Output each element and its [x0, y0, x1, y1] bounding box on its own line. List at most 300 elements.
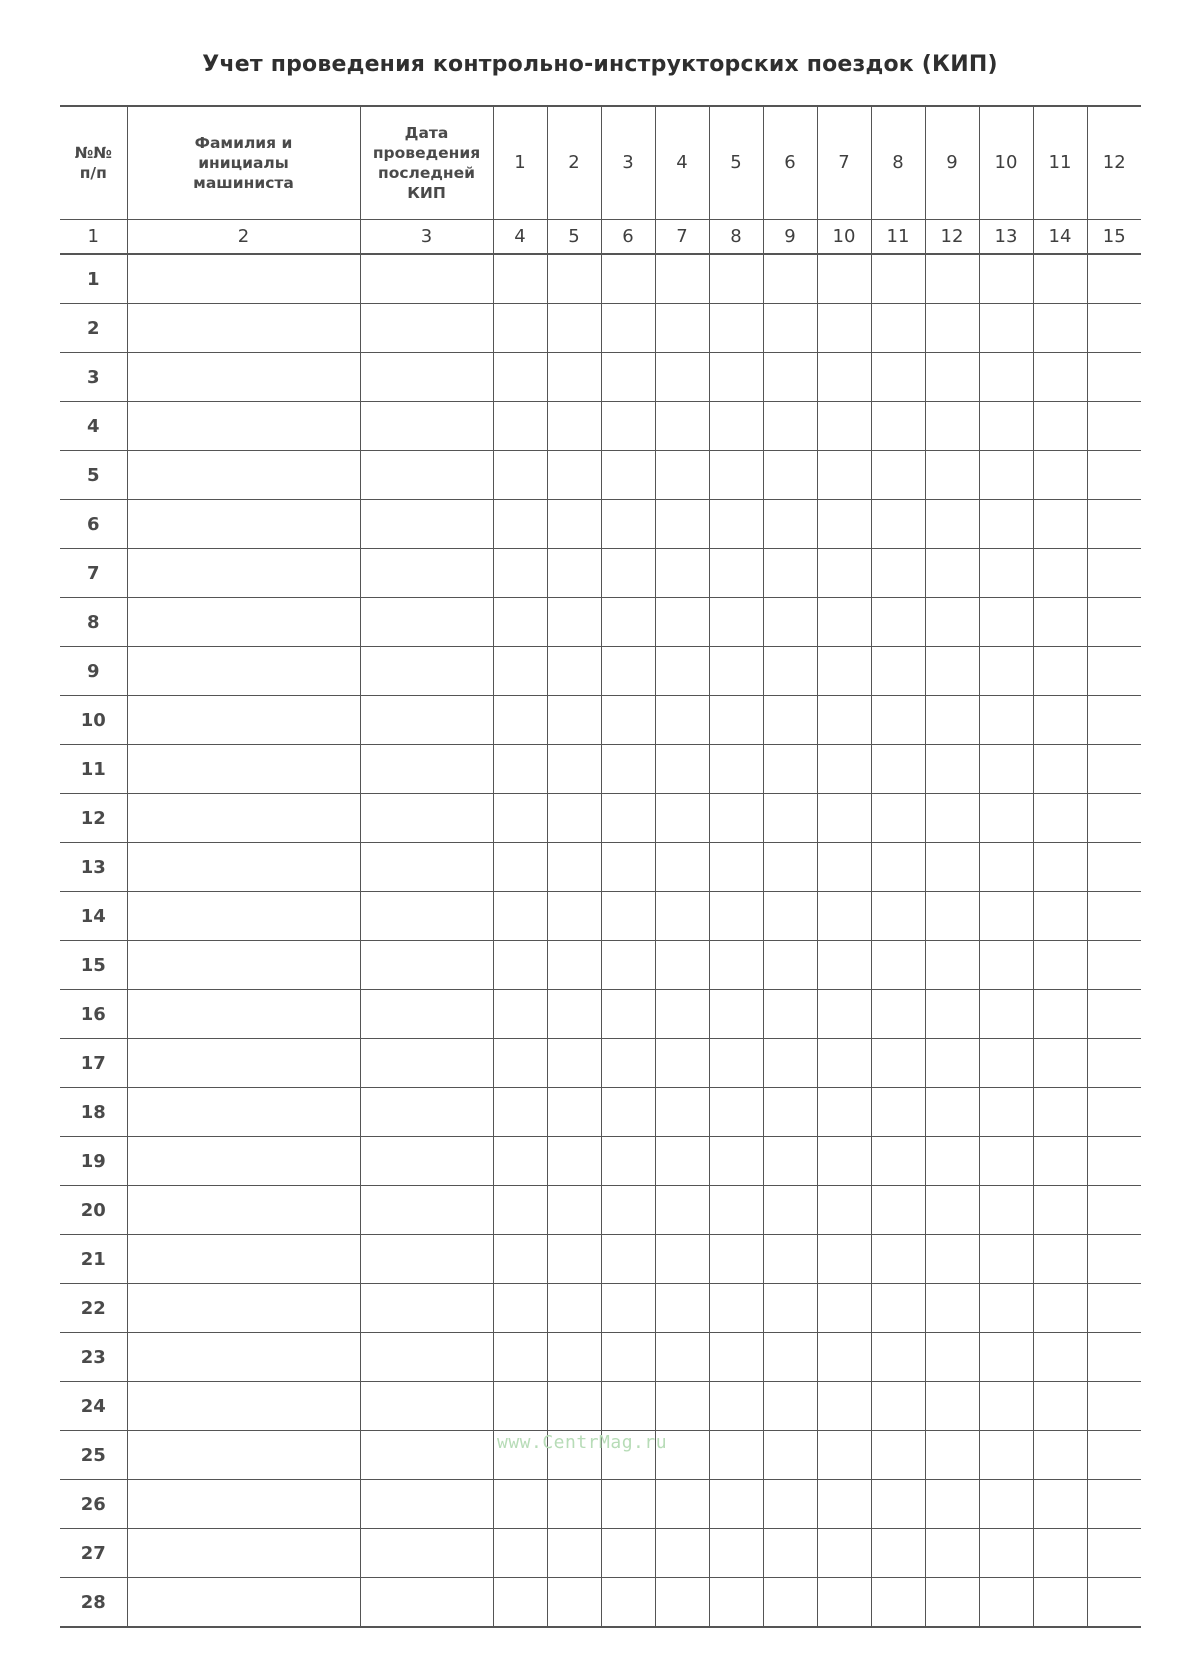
month-cell-6 [763, 1529, 817, 1578]
month-cell-10 [979, 1039, 1033, 1088]
table-row [60, 745, 1141, 794]
month-cell-2 [547, 647, 601, 696]
month-cell-2 [547, 402, 601, 451]
last-kip-date-cell [360, 696, 493, 745]
month-cell-12 [1087, 1431, 1141, 1480]
month-cell-12 [1087, 1137, 1141, 1186]
month-cell-1 [493, 304, 547, 353]
month-cell-2 [547, 549, 601, 598]
month-cell-4 [655, 696, 709, 745]
month-cell-11 [1033, 794, 1087, 843]
watermark: www.CentrMag.ru [497, 1432, 668, 1453]
month-cell-2 [547, 892, 601, 941]
month-cell-7 [817, 1137, 871, 1186]
table-row [60, 892, 1141, 941]
column-index-7: 7 [655, 220, 709, 255]
driver-name-cell [127, 1333, 360, 1382]
month-cell-11 [1033, 696, 1087, 745]
driver-name-cell [127, 843, 360, 892]
row-number: 15 [60, 941, 127, 990]
month-cell-8 [871, 1088, 925, 1137]
month-cell-8 [871, 1137, 925, 1186]
header-month-3: 3 [601, 106, 655, 220]
month-cell-6 [763, 647, 817, 696]
driver-name-cell [127, 1235, 360, 1284]
month-cell-6 [763, 1137, 817, 1186]
column-index-8: 8 [709, 220, 763, 255]
month-cell-11 [1033, 1382, 1087, 1431]
month-cell-3 [601, 745, 655, 794]
month-cell-9 [925, 892, 979, 941]
month-cell-10 [979, 598, 1033, 647]
driver-name-cell [127, 353, 360, 402]
last-kip-date-cell [360, 353, 493, 402]
column-index-12: 12 [925, 220, 979, 255]
month-cell-9 [925, 500, 979, 549]
month-cell-3 [601, 1186, 655, 1235]
last-kip-date-cell [360, 843, 493, 892]
month-cell-9 [925, 1039, 979, 1088]
header-row-number-text: №№ п/п [74, 144, 112, 182]
row-number: 18 [60, 1088, 127, 1137]
month-cell-3 [601, 843, 655, 892]
table-row [60, 647, 1141, 696]
row-number: 1 [60, 254, 127, 304]
month-cell-10 [979, 500, 1033, 549]
month-cell-8 [871, 1039, 925, 1088]
month-cell-3 [601, 892, 655, 941]
month-cell-12 [1087, 794, 1141, 843]
month-cell-5 [709, 843, 763, 892]
month-cell-7 [817, 990, 871, 1039]
month-cell-7 [817, 1578, 871, 1628]
month-cell-1 [493, 745, 547, 794]
month-cell-1 [493, 1186, 547, 1235]
month-cell-3 [601, 1480, 655, 1529]
month-cell-5 [709, 598, 763, 647]
month-cell-8 [871, 1578, 925, 1628]
table-row [60, 1382, 1141, 1431]
column-index-15: 15 [1087, 220, 1141, 255]
month-cell-5 [709, 745, 763, 794]
table-row [60, 254, 1141, 304]
month-cell-12 [1087, 941, 1141, 990]
month-cell-6 [763, 402, 817, 451]
header-month-8: 8 [871, 106, 925, 220]
table-row [60, 402, 1141, 451]
month-cell-9 [925, 647, 979, 696]
month-cell-11 [1033, 1284, 1087, 1333]
month-cell-10 [979, 1235, 1033, 1284]
month-cell-8 [871, 1382, 925, 1431]
month-cell-4 [655, 1578, 709, 1628]
month-cell-10 [979, 745, 1033, 794]
month-cell-3 [601, 1235, 655, 1284]
column-index-13: 13 [979, 220, 1033, 255]
table-row [60, 500, 1141, 549]
month-cell-1 [493, 1137, 547, 1186]
month-cell-9 [925, 1431, 979, 1480]
month-cell-11 [1033, 647, 1087, 696]
month-cell-8 [871, 402, 925, 451]
month-cell-5 [709, 1186, 763, 1235]
month-cell-9 [925, 304, 979, 353]
header-month-11: 11 [1033, 106, 1087, 220]
month-cell-8 [871, 1235, 925, 1284]
month-cell-6 [763, 1284, 817, 1333]
driver-name-cell [127, 1382, 360, 1431]
month-cell-4 [655, 254, 709, 304]
month-cell-6 [763, 500, 817, 549]
month-cell-5 [709, 1529, 763, 1578]
month-cell-12 [1087, 1382, 1141, 1431]
month-cell-11 [1033, 353, 1087, 402]
month-cell-1 [493, 1088, 547, 1137]
month-cell-7 [817, 794, 871, 843]
month-cell-11 [1033, 549, 1087, 598]
month-cell-9 [925, 549, 979, 598]
month-cell-7 [817, 1333, 871, 1382]
month-cell-11 [1033, 990, 1087, 1039]
month-cell-7 [817, 696, 871, 745]
month-cell-8 [871, 941, 925, 990]
driver-name-cell [127, 1431, 360, 1480]
month-cell-5 [709, 1333, 763, 1382]
last-kip-date-cell [360, 1431, 493, 1480]
column-index-row [60, 220, 1141, 255]
row-number: 9 [60, 647, 127, 696]
month-cell-3 [601, 1529, 655, 1578]
month-cell-11 [1033, 1578, 1087, 1628]
last-kip-date-cell [360, 451, 493, 500]
month-cell-1 [493, 254, 547, 304]
month-cell-10 [979, 1431, 1033, 1480]
month-cell-4 [655, 304, 709, 353]
month-cell-4 [655, 1333, 709, 1382]
month-cell-9 [925, 1284, 979, 1333]
month-cell-9 [925, 451, 979, 500]
month-cell-11 [1033, 1235, 1087, 1284]
table-row [60, 1480, 1141, 1529]
month-cell-12 [1087, 254, 1141, 304]
last-kip-date-cell [360, 1529, 493, 1578]
month-cell-1 [493, 1578, 547, 1628]
row-number: 16 [60, 990, 127, 1039]
row-number: 12 [60, 794, 127, 843]
row-number: 21 [60, 1235, 127, 1284]
month-cell-1 [493, 696, 547, 745]
last-kip-date-cell [360, 304, 493, 353]
row-number: 14 [60, 892, 127, 941]
month-cell-9 [925, 1186, 979, 1235]
month-cell-8 [871, 353, 925, 402]
month-cell-6 [763, 941, 817, 990]
month-cell-3 [601, 647, 655, 696]
month-cell-6 [763, 598, 817, 647]
month-cell-11 [1033, 451, 1087, 500]
month-cell-10 [979, 1578, 1033, 1628]
table-row [60, 549, 1141, 598]
driver-name-cell [127, 1480, 360, 1529]
month-cell-4 [655, 1137, 709, 1186]
header-last-kip-date-text: Дата проведения последней КИП [372, 124, 481, 202]
month-cell-7 [817, 500, 871, 549]
month-cell-4 [655, 1480, 709, 1529]
month-cell-5 [709, 1137, 763, 1186]
month-cell-2 [547, 990, 601, 1039]
month-cell-10 [979, 1284, 1033, 1333]
month-cell-4 [655, 598, 709, 647]
month-cell-4 [655, 990, 709, 1039]
table-row [60, 1137, 1141, 1186]
month-cell-2 [547, 1186, 601, 1235]
month-cell-7 [817, 549, 871, 598]
month-cell-6 [763, 1088, 817, 1137]
month-cell-3 [601, 304, 655, 353]
month-cell-5 [709, 304, 763, 353]
month-cell-7 [817, 745, 871, 794]
month-cell-12 [1087, 745, 1141, 794]
month-cell-6 [763, 1039, 817, 1088]
month-cell-5 [709, 1431, 763, 1480]
month-cell-8 [871, 1431, 925, 1480]
column-index-5: 5 [547, 220, 601, 255]
month-cell-6 [763, 254, 817, 304]
header-month-10: 10 [979, 106, 1033, 220]
month-cell-6 [763, 892, 817, 941]
month-cell-1 [493, 843, 547, 892]
month-cell-4 [655, 892, 709, 941]
month-cell-1 [493, 794, 547, 843]
month-cell-1 [493, 1333, 547, 1382]
month-cell-11 [1033, 1186, 1087, 1235]
month-cell-2 [547, 696, 601, 745]
month-cell-8 [871, 696, 925, 745]
month-cell-3 [601, 598, 655, 647]
month-cell-8 [871, 500, 925, 549]
month-cell-6 [763, 1333, 817, 1382]
month-cell-10 [979, 353, 1033, 402]
month-cell-5 [709, 1284, 763, 1333]
month-cell-1 [493, 1235, 547, 1284]
month-cell-7 [817, 941, 871, 990]
month-cell-5 [709, 647, 763, 696]
month-cell-8 [871, 1529, 925, 1578]
month-cell-8 [871, 745, 925, 794]
month-cell-1 [493, 647, 547, 696]
month-cell-5 [709, 1235, 763, 1284]
month-cell-3 [601, 1137, 655, 1186]
month-cell-2 [547, 745, 601, 794]
month-cell-11 [1033, 745, 1087, 794]
header-row-number [60, 106, 127, 220]
row-number: 27 [60, 1529, 127, 1578]
header-month-7: 7 [817, 106, 871, 220]
month-cell-9 [925, 598, 979, 647]
month-cell-5 [709, 402, 763, 451]
table-row [60, 990, 1141, 1039]
last-kip-date-cell [360, 1186, 493, 1235]
last-kip-date-cell [360, 1235, 493, 1284]
month-cell-4 [655, 451, 709, 500]
table-row [60, 598, 1141, 647]
month-cell-10 [979, 990, 1033, 1039]
row-number: 10 [60, 696, 127, 745]
month-cell-10 [979, 1137, 1033, 1186]
month-cell-7 [817, 304, 871, 353]
driver-name-cell [127, 304, 360, 353]
month-cell-10 [979, 1186, 1033, 1235]
month-cell-5 [709, 254, 763, 304]
row-number: 6 [60, 500, 127, 549]
row-number: 13 [60, 843, 127, 892]
month-cell-12 [1087, 696, 1141, 745]
row-number: 26 [60, 1480, 127, 1529]
month-cell-8 [871, 254, 925, 304]
month-cell-12 [1087, 1284, 1141, 1333]
month-cell-3 [601, 500, 655, 549]
month-cell-10 [979, 549, 1033, 598]
last-kip-date-cell [360, 745, 493, 794]
month-cell-12 [1087, 304, 1141, 353]
month-cell-1 [493, 1480, 547, 1529]
month-cell-11 [1033, 598, 1087, 647]
month-cell-9 [925, 843, 979, 892]
month-cell-1 [493, 451, 547, 500]
month-cell-2 [547, 1137, 601, 1186]
month-cell-5 [709, 941, 763, 990]
month-cell-4 [655, 549, 709, 598]
month-cell-2 [547, 451, 601, 500]
column-index-2: 2 [127, 220, 360, 255]
month-cell-6 [763, 304, 817, 353]
month-cell-4 [655, 500, 709, 549]
month-cell-6 [763, 1235, 817, 1284]
header-last-kip-date [360, 106, 493, 220]
month-cell-10 [979, 647, 1033, 696]
month-cell-8 [871, 843, 925, 892]
row-number: 25 [60, 1431, 127, 1480]
month-cell-11 [1033, 1137, 1087, 1186]
month-cell-6 [763, 1578, 817, 1628]
month-cell-5 [709, 892, 763, 941]
last-kip-date-cell [360, 598, 493, 647]
month-cell-3 [601, 1382, 655, 1431]
last-kip-date-cell [360, 1088, 493, 1137]
month-cell-3 [601, 254, 655, 304]
row-number: 28 [60, 1578, 127, 1628]
column-index-14: 14 [1033, 220, 1087, 255]
month-cell-12 [1087, 598, 1141, 647]
month-cell-10 [979, 402, 1033, 451]
month-cell-1 [493, 1529, 547, 1578]
month-cell-9 [925, 1137, 979, 1186]
table-row [60, 696, 1141, 745]
driver-name-cell [127, 1137, 360, 1186]
column-index-3: 3 [360, 220, 493, 255]
table-row [60, 1039, 1141, 1088]
month-cell-3 [601, 353, 655, 402]
driver-name-cell [127, 794, 360, 843]
driver-name-cell [127, 254, 360, 304]
header-month-5: 5 [709, 106, 763, 220]
month-cell-3 [601, 1039, 655, 1088]
header-month-9: 9 [925, 106, 979, 220]
month-cell-9 [925, 1578, 979, 1628]
month-cell-10 [979, 254, 1033, 304]
month-cell-12 [1087, 1529, 1141, 1578]
row-number: 7 [60, 549, 127, 598]
last-kip-date-cell [360, 1137, 493, 1186]
driver-name-cell [127, 402, 360, 451]
driver-name-cell [127, 696, 360, 745]
month-cell-9 [925, 1235, 979, 1284]
column-index-4: 4 [493, 220, 547, 255]
driver-name-cell [127, 647, 360, 696]
month-cell-1 [493, 941, 547, 990]
month-cell-7 [817, 1186, 871, 1235]
month-cell-4 [655, 353, 709, 402]
month-cell-5 [709, 1088, 763, 1137]
month-cell-4 [655, 402, 709, 451]
last-kip-date-cell [360, 254, 493, 304]
month-cell-1 [493, 402, 547, 451]
month-cell-11 [1033, 843, 1087, 892]
last-kip-date-cell [360, 1382, 493, 1431]
row-number: 4 [60, 402, 127, 451]
month-cell-2 [547, 353, 601, 402]
month-cell-6 [763, 1480, 817, 1529]
month-cell-8 [871, 794, 925, 843]
page-title: Учет проведения контрольно-инструкторских поездок (КИП) [202, 52, 998, 77]
month-cell-11 [1033, 892, 1087, 941]
month-cell-10 [979, 451, 1033, 500]
row-number: 8 [60, 598, 127, 647]
month-cell-3 [601, 451, 655, 500]
month-cell-6 [763, 696, 817, 745]
month-cell-8 [871, 892, 925, 941]
table-row [60, 1186, 1141, 1235]
month-cell-4 [655, 941, 709, 990]
month-cell-10 [979, 892, 1033, 941]
month-cell-3 [601, 941, 655, 990]
month-cell-8 [871, 304, 925, 353]
driver-name-cell [127, 1186, 360, 1235]
month-cell-8 [871, 451, 925, 500]
month-cell-6 [763, 549, 817, 598]
month-cell-11 [1033, 304, 1087, 353]
month-cell-12 [1087, 1480, 1141, 1529]
month-cell-2 [547, 1039, 601, 1088]
month-cell-2 [547, 1235, 601, 1284]
row-number: 3 [60, 353, 127, 402]
header-month-12: 12 [1087, 106, 1141, 220]
table-row [60, 941, 1141, 990]
month-cell-2 [547, 1529, 601, 1578]
month-cell-5 [709, 696, 763, 745]
row-number: 23 [60, 1333, 127, 1382]
table-row [60, 1235, 1141, 1284]
month-cell-4 [655, 1186, 709, 1235]
month-cell-7 [817, 598, 871, 647]
column-index-6: 6 [601, 220, 655, 255]
column-index-9: 9 [763, 220, 817, 255]
last-kip-date-cell [360, 1039, 493, 1088]
month-cell-7 [817, 1382, 871, 1431]
table-row [60, 353, 1141, 402]
header-driver-name-text: Фамилия и инициалы машиниста [193, 134, 294, 192]
month-cell-9 [925, 1088, 979, 1137]
